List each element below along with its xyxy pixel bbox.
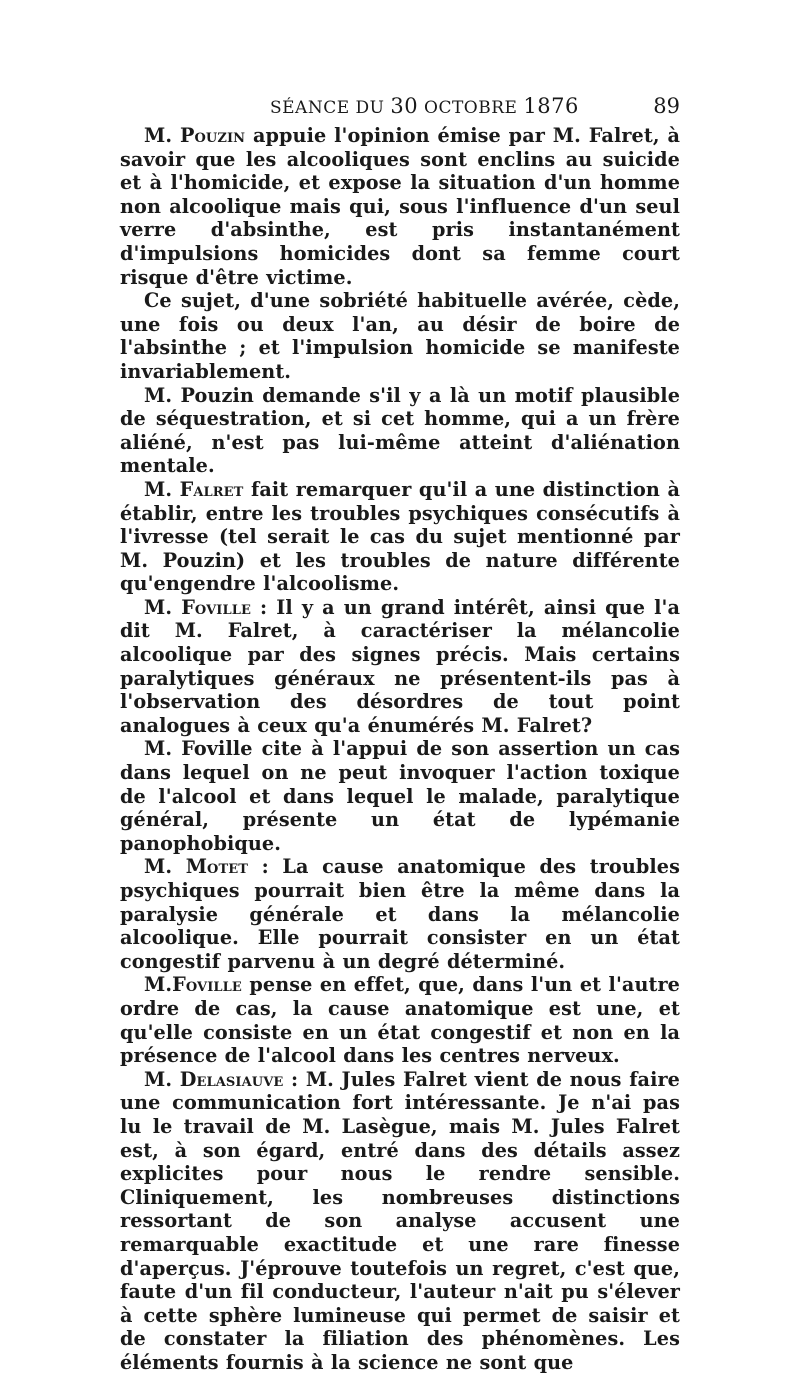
paragraph-text: : M. Jules Falret vient de nous faire une communication fort intéressante. Je n'ai pas lu le travail de M. Lasègue, mais M. Jules Falret est, à son égard, entré dans des détails assez explicites pour nous le rendre sensible. Cliniquement, les nombreuses distinctions ressortant de son analyse accusent une remarquable exactitude et une rare finesse d'aperçus. J'éprouve toutefois un regret, c'est que, faute d'un fil conducteur, l'auteur n'ait pu s'élever à cette sphère lumineuse qui permet de saisir et de constater la filiation des phénomènes. Les éléments fournis à la science ne sont que xyxy=(120,1067,680,1374)
title-day: 30 xyxy=(390,94,419,118)
paragraph-text: pense en effet, que, dans l'un et l'autre ordre de cas, la cause anatomique est une, et qu'elle consiste en un état congestif et non en la présence de l'alcool dans les centres nerveux. xyxy=(120,973,680,1068)
paragraph xyxy=(120,478,680,596)
paragraph xyxy=(120,737,680,855)
speaker-name: Falret xyxy=(179,477,244,501)
speaker-name: Delasiauve xyxy=(179,1067,284,1091)
paragraph xyxy=(120,124,680,289)
paragraph-text: M. Pouzin demande s'il y a là un motif plausible de séquestration, et si cet homme, qui a un frère aliéné, n'est pas lui-même atteint d'aliénation mentale. xyxy=(120,383,680,478)
paragraph-lead: M. xyxy=(144,477,180,501)
paragraph-lead: M. xyxy=(144,124,180,147)
paragraph-text: : La cause anatomique des troubles psychiques pourrait bien être la même dans la paralysie générale et dans la mélancolie alcoolique. Elle pourrait consister en un état congestif parvenu à un degré déterminé. xyxy=(120,855,680,973)
paragraph-text: fait remarquer qu'il a une distinction à établir, entre les troubles psychiques consécutifs à l'ivresse (tel serait le cas du sujet mentionné par M. Pouzin) et les troubles de nature différente qu'engendre l'alcoolisme. xyxy=(120,477,681,596)
paragraph xyxy=(120,289,680,383)
running-header xyxy=(120,88,680,124)
paragraph-lead: M. xyxy=(144,855,186,879)
title-year: 1876 xyxy=(523,94,579,118)
running-title xyxy=(270,88,579,126)
paragraph xyxy=(120,1068,680,1374)
document-page xyxy=(120,88,680,1374)
body-text xyxy=(120,124,680,1374)
paragraph-text: M. Foville cite à l'appui de son assertion un cas dans lequel on ne peut invoquer l'action toxique de l'alcool et dans lequel le malade, paralytique général, présente un état de lypémanie panophobique. xyxy=(120,737,680,855)
speaker-name: Pouzin xyxy=(179,124,246,147)
paragraph xyxy=(120,973,680,1067)
paragraph-text: appuie l'opinion émise par M. Falret, à savoir que les alcooliques sont enclins au suicide et à l'homicide, et expose la situation d'un homme non alcoolique mais qui, sous l'influence d'un seul verre d'absinthe, est pris instantanément d'impulsions homicides dont sa femme court risque d'être victime. xyxy=(120,124,680,289)
speaker-name: Foville xyxy=(172,973,242,997)
title-month: OCTOBRE xyxy=(418,98,524,118)
paragraph-lead: M. xyxy=(144,595,182,619)
paragraph-lead: M. xyxy=(144,973,173,997)
page-number: 89 xyxy=(653,94,680,118)
title-prefix: SÉANCE DU xyxy=(270,98,391,118)
paragraph-text: : Il y a un grand intérêt, ainsi que l'a dit M. Falret, à caractériser la mélancolie alcoolique par des signes précis. Mais certains paralytiques généraux ne présentent-ils pas à l'observation des désordres de tout point analogues à ceux qu'a énumérés M. Falret? xyxy=(120,595,680,737)
paragraph-text: Ce sujet, d'une sobriété habituelle avérée, cède, une fois ou deux l'an, au désir de boire de l'absinthe ; et l'impulsion homicide se manifeste invariablement. xyxy=(120,289,680,383)
paragraph xyxy=(120,384,680,478)
paragraph xyxy=(120,855,680,973)
paragraph xyxy=(120,596,680,738)
paragraph-lead: M. xyxy=(144,1067,180,1091)
speaker-name: Foville xyxy=(181,595,251,619)
speaker-name: Motet xyxy=(185,855,249,879)
